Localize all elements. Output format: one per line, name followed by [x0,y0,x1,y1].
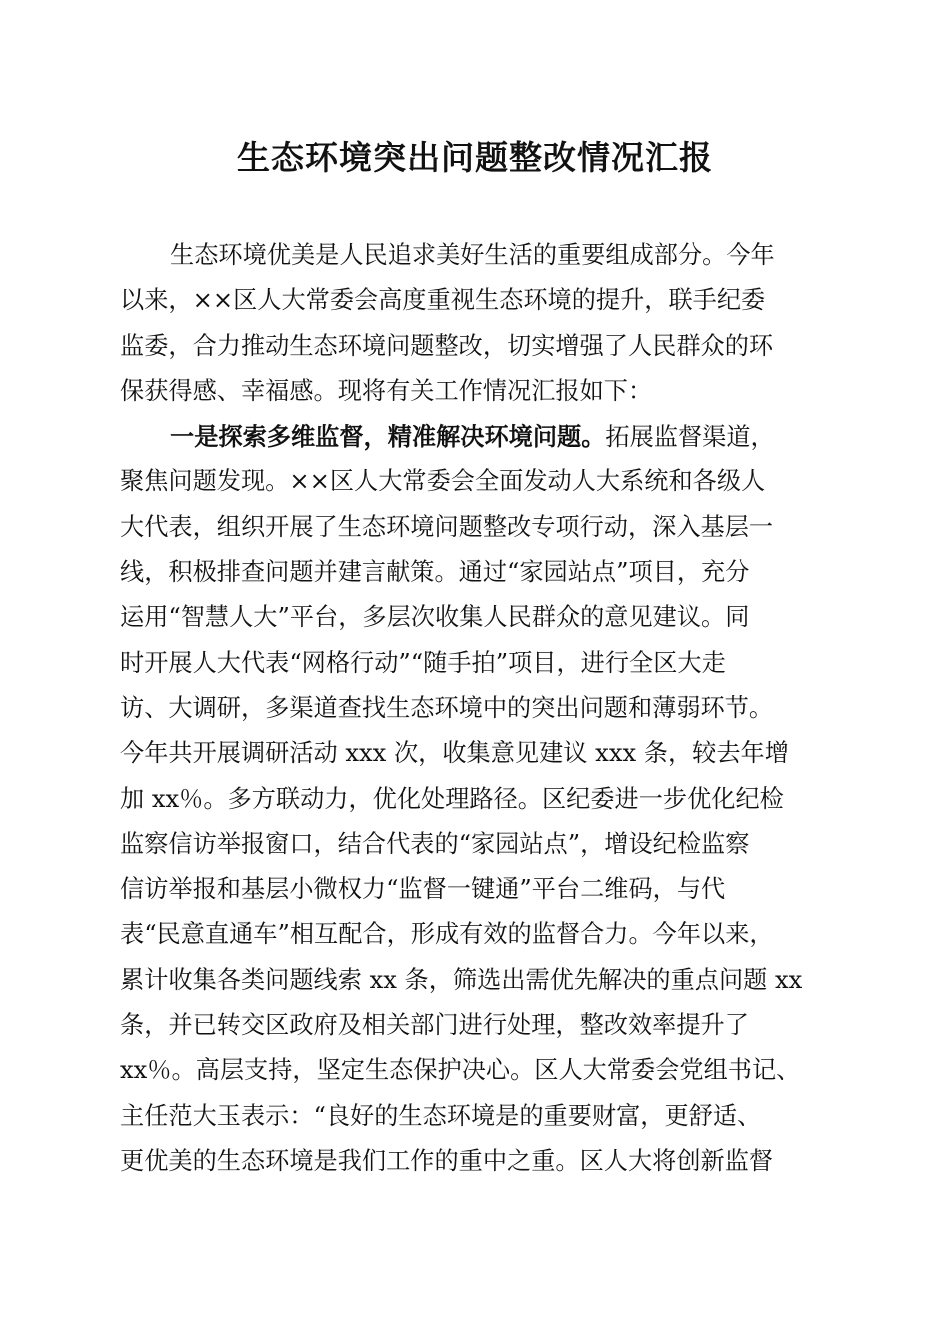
body-line: 访、大调研，多渠道查找生态环境中的突出问题和薄弱环节。 [120,693,774,722]
body-line: 线，积极排查问题并建言献策。通过“家园站点”项目，充分 [120,558,750,587]
section-heading: 一是探索多维监督，精准解决环境问题。 [170,422,606,452]
body-line: 时开展人大代表“网格行动”“随手拍”项目，进行全区大走 [120,648,726,677]
body-line: 条，并已转交区政府及相关部门进行处理，整改效率提升了 [120,1011,749,1040]
body-line [120,414,840,459]
body-line: 更优美的生态环境是我们工作的重中之重。区人大将创新监督 [120,1146,774,1175]
body-line: 表“民意直通车”相互配合，形成有效的监督合力。今年以来， [120,920,774,949]
body-line-text: 拓展监督渠道， [605,423,775,452]
body-line: 主任范大玉表示：“良好的生态环境是的重要财富，更舒适、 [120,1101,762,1130]
body-line: 聚焦问题发现。××区人大常委会全面发动人大系统和各级人 [120,467,766,496]
document-body [120,233,840,1184]
body-line: xx％。高层支持，坚定生态保护决心。区人大常委会党组书记、 [120,1056,801,1085]
body-line: 信访举报和基层小微权力“监督一键通”平台二维码，与代 [120,875,726,904]
body-line: 生态环境优美是人民追求美好生活的重要组成部分。今年 [170,241,775,269]
body-line: 今年共开展调研活动 xxx 次，收集意见建议 xxx 条，较去年增 [120,739,789,768]
body-line: 监委，合力推动生态环境问题整改，切实增强了人民群众的环 [120,331,774,360]
document-title: 生态环境突出问题整改情况汇报 [237,138,713,177]
body-line: 运用“智慧人大”平台，多层次收集人民群众的意见建议。同 [120,603,750,632]
body-line: 大代表，组织开展了生态环境问题整改专项行动，深入基层一 [120,512,774,541]
body-line: 监察信访举报窗口，结合代表的“家园站点”，增设纪检监察 [120,829,750,858]
body-line: 累计收集各类问题线索 xx 条，筛选出需优先解决的重点问题 xx [120,965,803,994]
body-line: 加 xx％。多方联动力，优化处理路径。区纪委进一步优化纪检 [120,784,784,813]
body-line: 以来，××区人大常委会高度重视生态环境的提升，联手纪委 [120,286,766,315]
body-line: 保获得感、幸福感。现将有关工作情况汇报如下： [120,376,653,405]
